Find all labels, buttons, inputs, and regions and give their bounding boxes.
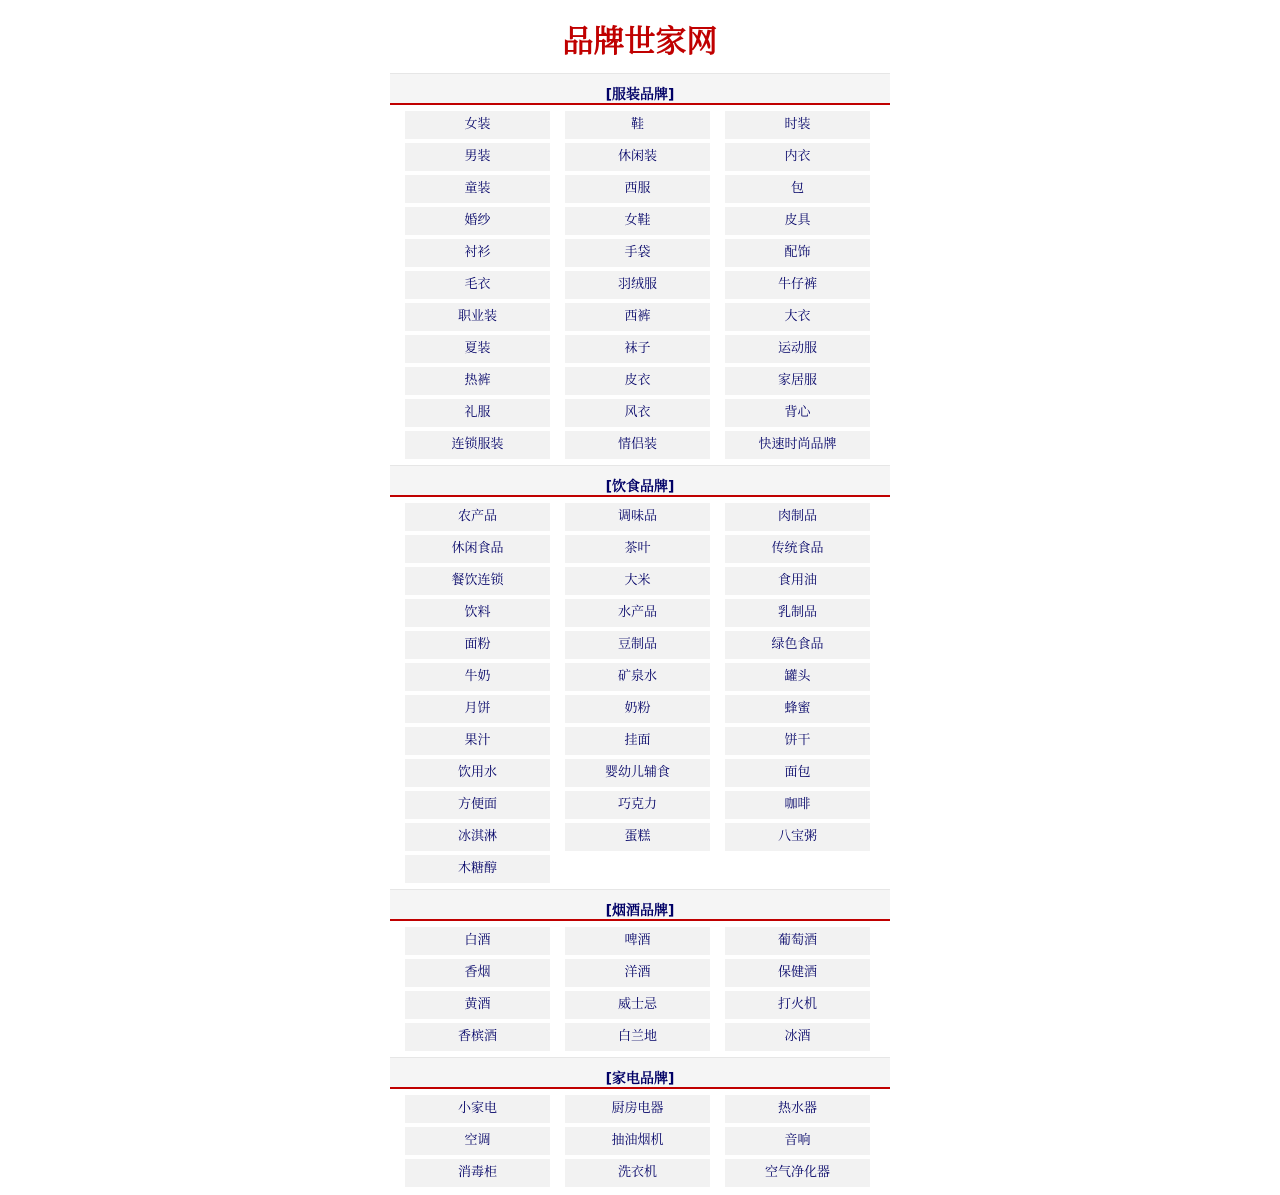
- category-link[interactable]: 音响: [725, 1127, 870, 1155]
- category-link[interactable]: 牛仔裤: [725, 271, 870, 299]
- category-link[interactable]: 运动服: [725, 335, 870, 363]
- category-link[interactable]: 饮用水: [405, 759, 550, 787]
- category-link[interactable]: 女鞋: [565, 207, 710, 235]
- category-link[interactable]: 时装: [725, 111, 870, 139]
- category-grid: [390, 1089, 890, 1193]
- category-link[interactable]: 牛奶: [405, 663, 550, 691]
- category-link[interactable]: 热水器: [725, 1095, 870, 1123]
- category-link[interactable]: 方便面: [405, 791, 550, 819]
- category-link[interactable]: 皮衣: [565, 367, 710, 395]
- category-link[interactable]: 啤酒: [565, 927, 710, 955]
- category-link[interactable]: 白兰地: [565, 1023, 710, 1051]
- section-header: [390, 73, 890, 105]
- category-link[interactable]: 休闲食品: [405, 535, 550, 563]
- category-link[interactable]: 月饼: [405, 695, 550, 723]
- section-title: [烟酒品牌]: [605, 903, 675, 919]
- category-link[interactable]: 食用油: [725, 567, 870, 595]
- category-link[interactable]: 背心: [725, 399, 870, 427]
- category-link[interactable]: 餐饮连锁: [405, 567, 550, 595]
- category-link[interactable]: 咖啡: [725, 791, 870, 819]
- category-link[interactable]: 香烟: [405, 959, 550, 987]
- category-link[interactable]: 休闲装: [565, 143, 710, 171]
- category-link[interactable]: 乳制品: [725, 599, 870, 627]
- category-link[interactable]: 手袋: [565, 239, 710, 267]
- category-link[interactable]: 饮料: [405, 599, 550, 627]
- category-link[interactable]: 面粉: [405, 631, 550, 659]
- category-link[interactable]: 饼干: [725, 727, 870, 755]
- category-link[interactable]: 冰淇淋: [405, 823, 550, 851]
- section-header: [390, 889, 890, 921]
- category-link[interactable]: 连锁服装: [405, 431, 550, 459]
- category-link[interactable]: 洗衣机: [565, 1159, 710, 1187]
- section-header: [390, 1057, 890, 1089]
- category-link[interactable]: 西服: [565, 175, 710, 203]
- category-link[interactable]: 男装: [405, 143, 550, 171]
- category-link[interactable]: 白酒: [405, 927, 550, 955]
- category-link[interactable]: 面包: [725, 759, 870, 787]
- category-link[interactable]: 巧克力: [565, 791, 710, 819]
- category-link[interactable]: 内衣: [725, 143, 870, 171]
- category-link[interactable]: 洋酒: [565, 959, 710, 987]
- category-link[interactable]: 保健酒: [725, 959, 870, 987]
- category-link[interactable]: 葡萄酒: [725, 927, 870, 955]
- category-link[interactable]: 八宝粥: [725, 823, 870, 851]
- category-link[interactable]: 热裤: [405, 367, 550, 395]
- site-title: 品牌世家网: [562, 24, 718, 60]
- category-link[interactable]: 配饰: [725, 239, 870, 267]
- category-link[interactable]: 绿色食品: [725, 631, 870, 659]
- category-link[interactable]: 罐头: [725, 663, 870, 691]
- category-link[interactable]: 毛衣: [405, 271, 550, 299]
- category-link[interactable]: 豆制品: [565, 631, 710, 659]
- category-link[interactable]: 蜂蜜: [725, 695, 870, 723]
- category-link[interactable]: 冰酒: [725, 1023, 870, 1051]
- category-link[interactable]: 抽油烟机: [565, 1127, 710, 1155]
- category-list: [390, 73, 890, 1193]
- category-link[interactable]: 快速时尚品牌: [725, 431, 870, 459]
- category-link[interactable]: 皮具: [725, 207, 870, 235]
- category-link[interactable]: 童装: [405, 175, 550, 203]
- category-link[interactable]: 奶粉: [565, 695, 710, 723]
- category-link[interactable]: 职业装: [405, 303, 550, 331]
- category-grid: [390, 921, 890, 1057]
- section-title: [服装品牌]: [605, 87, 675, 103]
- category-link[interactable]: 水产品: [565, 599, 710, 627]
- category-link[interactable]: 衬衫: [405, 239, 550, 267]
- category-grid: [390, 105, 890, 465]
- category-link[interactable]: 农产品: [405, 503, 550, 531]
- category-link[interactable]: 空气净化器: [725, 1159, 870, 1187]
- category-link[interactable]: 婴幼儿辅食: [565, 759, 710, 787]
- section-header: [390, 465, 890, 497]
- category-link[interactable]: 香槟酒: [405, 1023, 550, 1051]
- section-title: [饮食品牌]: [605, 479, 675, 495]
- category-link[interactable]: 情侣装: [565, 431, 710, 459]
- category-link[interactable]: 风衣: [565, 399, 710, 427]
- category-link[interactable]: 威士忌: [565, 991, 710, 1019]
- category-link[interactable]: 调味品: [565, 503, 710, 531]
- category-link[interactable]: 婚纱: [405, 207, 550, 235]
- category-link[interactable]: 包: [725, 175, 870, 203]
- category-link[interactable]: 打火机: [725, 991, 870, 1019]
- category-link[interactable]: 鞋: [565, 111, 710, 139]
- category-link[interactable]: 肉制品: [725, 503, 870, 531]
- category-link[interactable]: 果汁: [405, 727, 550, 755]
- category-link[interactable]: 厨房电器: [565, 1095, 710, 1123]
- category-link[interactable]: 小家电: [405, 1095, 550, 1123]
- category-link[interactable]: 矿泉水: [565, 663, 710, 691]
- category-link[interactable]: 空调: [405, 1127, 550, 1155]
- category-link[interactable]: 黄酒: [405, 991, 550, 1019]
- category-link[interactable]: 传统食品: [725, 535, 870, 563]
- category-grid: [390, 497, 890, 889]
- category-link[interactable]: 木糖醇: [405, 855, 550, 883]
- category-link[interactable]: 蛋糕: [565, 823, 710, 851]
- category-link[interactable]: 女装: [405, 111, 550, 139]
- section-title: [家电品牌]: [605, 1071, 675, 1087]
- category-link[interactable]: 羽绒服: [565, 271, 710, 299]
- category-link[interactable]: 消毒柜: [405, 1159, 550, 1187]
- category-link[interactable]: 茶叶: [565, 535, 710, 563]
- category-link[interactable]: 家居服: [725, 367, 870, 395]
- category-link[interactable]: 挂面: [565, 727, 710, 755]
- category-link[interactable]: 大衣: [725, 303, 870, 331]
- category-link[interactable]: 袜子: [565, 335, 710, 363]
- category-link[interactable]: 礼服: [405, 399, 550, 427]
- category-link[interactable]: 西裤: [565, 303, 710, 331]
- category-link[interactable]: 夏装: [405, 335, 550, 363]
- category-link[interactable]: 大米: [565, 567, 710, 595]
